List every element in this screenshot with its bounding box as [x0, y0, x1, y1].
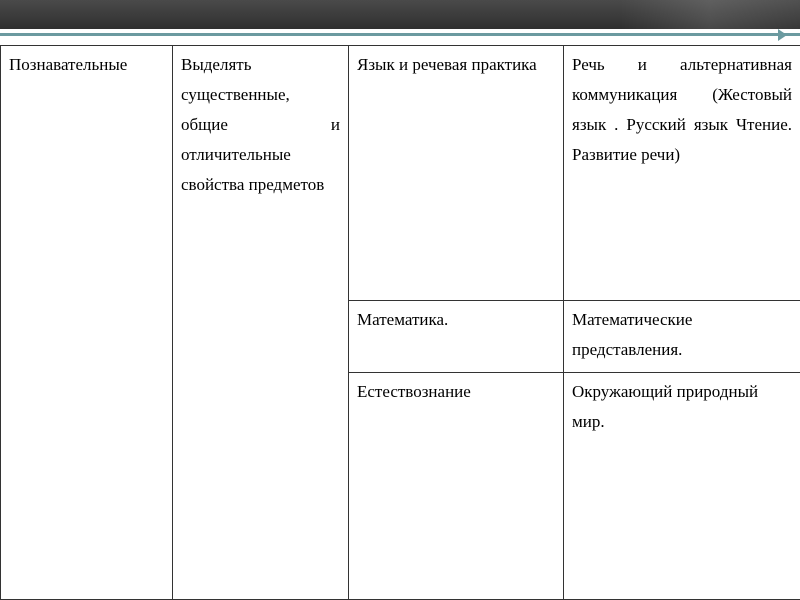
top-bar-highlight	[620, 0, 800, 29]
cell-subject: Окружающий природный мир.	[564, 373, 800, 600]
slide-top-bar	[0, 0, 800, 29]
curriculum-table	[0, 45, 800, 600]
cell-skill-description: Выделять существенные, общие и отличительные свойства предметов	[173, 46, 349, 600]
cell-subject: Математические представления.	[564, 301, 800, 373]
accent-line	[0, 33, 800, 36]
cell-subject: Речь и альтернативная коммуникация (Жестовый язык . Русский язык Чтение. Развитие речи)	[564, 46, 800, 301]
table-row	[1, 46, 800, 301]
arrow-marker-icon	[778, 29, 787, 41]
cell-subject-area: Язык и речевая практика	[349, 46, 564, 301]
cell-subject-area: Математика.	[349, 301, 564, 373]
cell-activity-type: Познавательные	[1, 46, 173, 600]
cell-subject-area: Естествознание	[349, 373, 564, 600]
